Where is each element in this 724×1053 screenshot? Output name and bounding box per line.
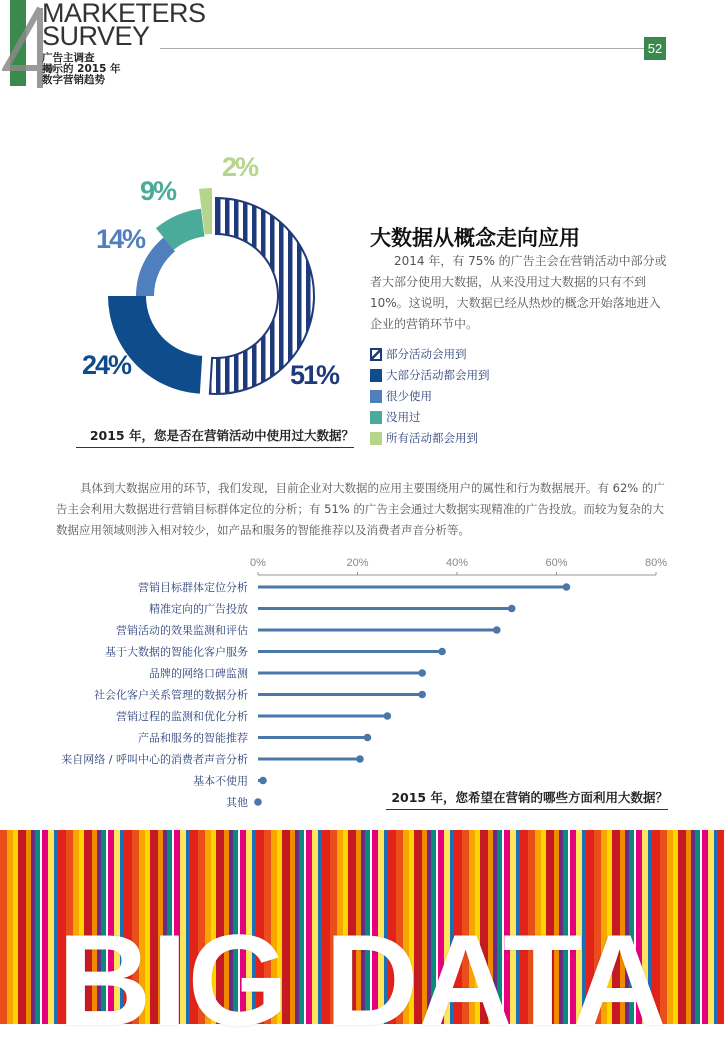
lollipop-dot xyxy=(418,691,426,699)
subtitle-line: 揭示的 2015 年 xyxy=(42,63,121,75)
slice-label: 9% xyxy=(140,176,176,206)
page-number: 52 xyxy=(644,37,666,60)
slice-label: 24% xyxy=(82,350,131,380)
category-label: 营销目标群体定位分析 xyxy=(138,581,248,594)
category-label: 其他 xyxy=(226,796,248,809)
tick-label: 80% xyxy=(644,557,668,569)
legend-label: 所有活动都会用到 xyxy=(386,431,478,445)
lollipop-dot xyxy=(418,669,426,677)
legend-item xyxy=(370,346,467,362)
legend-item xyxy=(370,430,478,446)
legend-swatch xyxy=(370,432,382,445)
title-line-2: SURVEY xyxy=(42,21,150,51)
tick-label: 0% xyxy=(250,557,266,569)
banner-title: BIG DATA xyxy=(57,907,667,1053)
legend-label: 很少使用 xyxy=(386,389,432,403)
body-paragraph: 具体到大数据应用的环节，我们发现，目前企业对大数据的应用主要围绕用户的属性和行为数据展开。有 62% 的广告主会利用大数据进行营销目标群体定位的分析；有 51% 的广告主会通过大数据实现精准的广告投放。而较为复杂的大数据应用领域则涉入相对较少，如产品和服务的智能推荐以及消费者声音分析等。 xyxy=(56,481,665,537)
lollipop-chart-caption: 2015 年，您希望在营销的哪些方面利用大数据？ xyxy=(386,788,668,810)
title-line-1: MARKETERS xyxy=(42,0,206,28)
legend-item xyxy=(370,409,421,425)
section-title xyxy=(42,0,206,51)
category-label: 基本不使用 xyxy=(193,774,248,788)
slice-label: 14% xyxy=(96,224,145,254)
legend-swatch xyxy=(370,411,382,424)
tick-label: 60% xyxy=(545,557,568,569)
lollipop-dot xyxy=(356,755,364,763)
lollipop-dot xyxy=(259,777,267,785)
legend-label: 部分活动会用到 xyxy=(386,347,467,361)
category-label: 营销活动的效果监测和评估 xyxy=(116,624,248,637)
slice-label: 51% xyxy=(290,360,339,390)
lollipop-dot xyxy=(493,626,501,634)
legend-item xyxy=(370,367,490,383)
category-label: 产品和服务的智能推荐 xyxy=(138,731,248,745)
section-heading: 大数据从概念走向应用 xyxy=(370,226,580,250)
tick-label: 20% xyxy=(346,557,369,569)
donut-chart-caption: 2015 年，您是否在营销活动中使用过大数据？ xyxy=(76,426,354,448)
category-label: 营销过程的监测和优化分析 xyxy=(116,710,248,723)
category-label: 社会化客户关系管理的数据分析 xyxy=(94,688,248,702)
tick-label: 40% xyxy=(445,557,469,569)
lollipop-dot xyxy=(563,583,571,591)
slice-label: 2% xyxy=(222,152,258,182)
lollipop-dot xyxy=(508,605,516,613)
category-label: 来自网络 / 呼叫中心的消费者声音分析 xyxy=(61,753,248,766)
legend-swatch xyxy=(370,348,382,361)
legend-swatch xyxy=(370,390,382,403)
legend-label: 没用过 xyxy=(386,410,421,424)
category-label: 精准定向的广告投放 xyxy=(149,602,248,616)
lollipop-chart xyxy=(0,550,724,820)
legend-label: 大部分活动都会用到 xyxy=(386,368,490,382)
header-divider xyxy=(160,48,644,49)
lollipop-dot xyxy=(384,712,392,720)
lollipop-dot xyxy=(438,648,446,656)
lollipop-dot xyxy=(364,734,372,742)
lollipop-dot xyxy=(254,798,262,806)
subtitle-line: 数字营销趋势 xyxy=(42,74,105,86)
subtitle-line: 广告主调查 xyxy=(42,52,95,64)
category-label: 基于大数据的智能化客户服务 xyxy=(105,645,248,659)
legend-item xyxy=(370,388,432,404)
section-subtitle xyxy=(42,53,121,86)
legend-swatch xyxy=(370,369,382,382)
intro-paragraph: 2014 年，有 75% 的广告主会在营销活动中部分或者大部分使用大数据，从来没用过大数据的只有不到 10%。这说明，大数据已经从热炒的概念开始落地进入企业的营销环节中。 xyxy=(370,254,667,331)
category-label: 品牌的网络口碑监测 xyxy=(149,667,248,680)
